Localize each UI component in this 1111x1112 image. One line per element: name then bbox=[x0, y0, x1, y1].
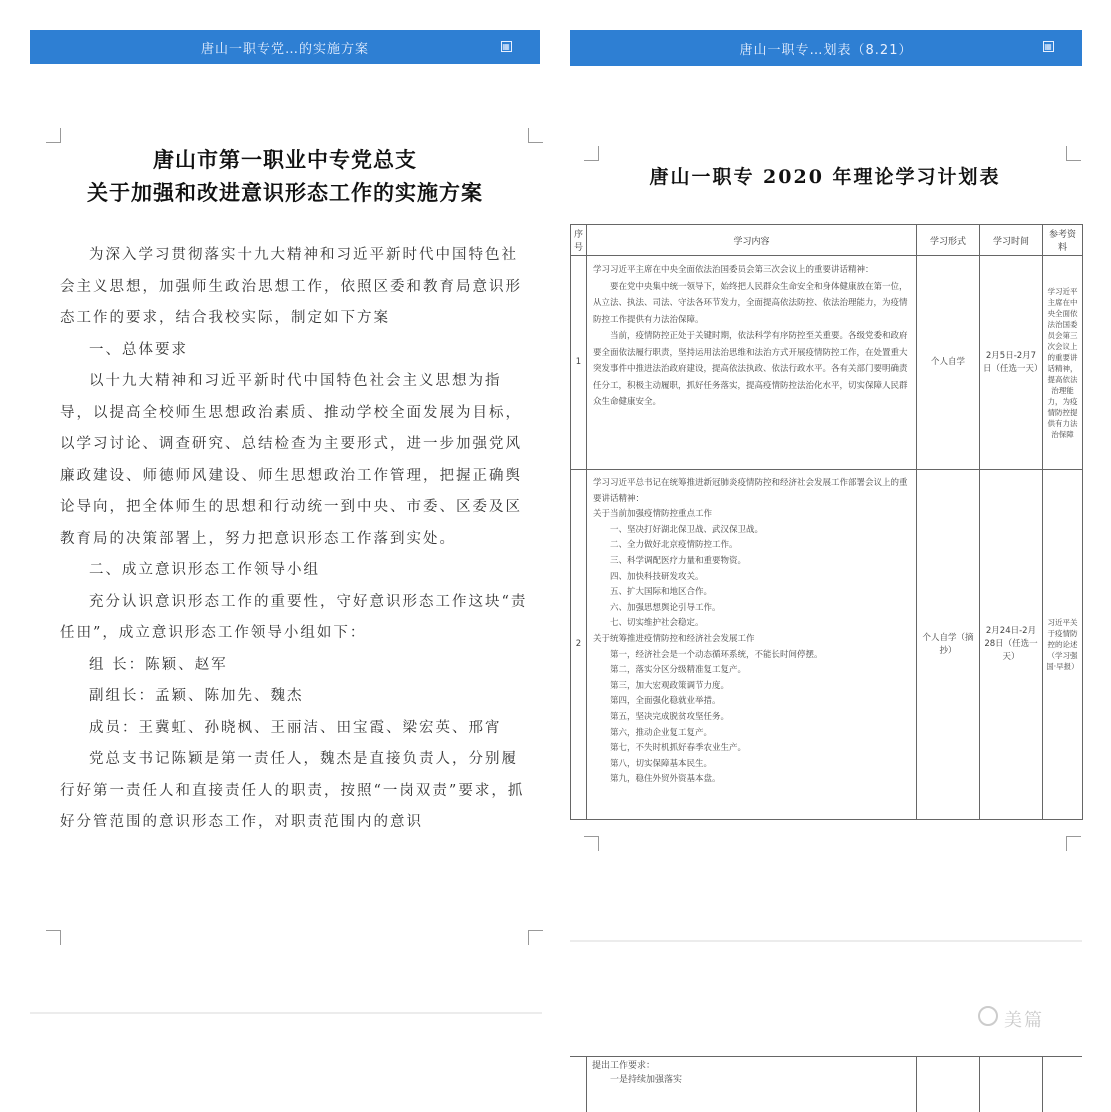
meipian-logo-icon bbox=[978, 1006, 998, 1026]
paragraph: 充分认识意识形态工作的重要性，守好意识形态工作这块“责任田”，成立意识形态工作领导小组如下： bbox=[60, 593, 528, 641]
content-line: 第六，推动企业复工复产。 bbox=[610, 727, 713, 738]
plan-title: 唐山一职专 2020 年理论学习计划表 bbox=[649, 166, 1001, 188]
header-cell: 学习形式 bbox=[917, 225, 980, 256]
paragraph: 党总支书记陈颖是第一责任人，魏杰是直接负责人，分别履行好第一责任人和直接责任人的职责，按照“一岗双责”要求，抓好分管范围的意识形态工作，对职责范围内的意识 bbox=[60, 751, 525, 830]
document-body bbox=[60, 240, 530, 839]
next-page-table-fragment bbox=[570, 1056, 1082, 1112]
left-document-titlebar[interactable] bbox=[30, 30, 540, 64]
content-line: 四、加快科技研发攻关。 bbox=[610, 571, 704, 582]
header-cell: 序号 bbox=[571, 225, 587, 256]
content-line: 七、切实维护社会稳定。 bbox=[610, 618, 704, 629]
page-corner-mark bbox=[528, 930, 543, 945]
left-window-title: 唐山一职专党…的实施方案 bbox=[200, 41, 369, 57]
table-column-line bbox=[979, 1057, 980, 1112]
page-corner-mark bbox=[1066, 146, 1081, 161]
page-corner-mark bbox=[584, 836, 599, 851]
paragraph: 以十九大精神和习近平新时代中国特色社会主义思想为指导，以提高全校师生思想政治素质、推动学校全面发展为目标，以学习讨论、调查研究、总结检查为主要形式，进一步加强党风廉政建设、师德师风建设、师生思想政治工作管理，把握正确舆论导向，把全体师生的思想和行动统一到中央、市委、区委及区教育局的决策部署上，努力把意识形态工作落到实处。 bbox=[60, 373, 522, 547]
content-line: 五、扩大国际和地区合作。 bbox=[610, 587, 713, 598]
table-header-row bbox=[571, 225, 1083, 256]
content-line: 第五，坚决完成脱贫攻坚任务。 bbox=[610, 711, 730, 722]
content-line: 学习习近平主席在中央全面依法治国委员会第三次会议上的重要讲话精神： bbox=[593, 265, 874, 275]
row-reference: 学习近平主席在中央全面依法治国委员会第三次会议上的重要讲话精神，提高依法治理能力，为疫情防控提供有力法治保障 bbox=[1043, 256, 1083, 470]
grid-icon[interactable]: ▦ bbox=[1044, 42, 1053, 51]
header-cell: 学习内容 bbox=[587, 225, 917, 256]
content-line: 第四，全面强化稳就业举措。 bbox=[610, 696, 721, 707]
page-divider bbox=[30, 1012, 542, 1014]
content-line: 第九，稳住外贸外资基本盘。 bbox=[610, 774, 721, 785]
table-column-line bbox=[586, 1057, 587, 1112]
right-window-title: 唐山一职专…划表（8.21） bbox=[739, 42, 913, 58]
page-corner-mark bbox=[528, 128, 543, 143]
header-cell: 学习时间 bbox=[980, 225, 1043, 256]
content-line: 三、科学调配医疗力量和重要物资。 bbox=[610, 555, 747, 566]
row-time: 2月5日-2月7日（任选一天） bbox=[980, 256, 1043, 470]
content-line: 学习习近平总书记在统筹推进新冠肺炎疫情防控和经济社会发展工作部署会议上的重要讲话精神： bbox=[593, 478, 908, 504]
row-number: 2 bbox=[571, 470, 587, 820]
footer-text bbox=[592, 1059, 682, 1087]
document-title-line1: 唐山市第一职业中专党总支 bbox=[153, 147, 417, 172]
content-line: 第二，落实分区分级精准复工复产。 bbox=[610, 665, 747, 676]
content-line: 当前，疫情防控正处于关键时期，依法科学有序防控至关重要。各级党委和政府要全面依法履行职责，坚持运用法治思维和法治方式开展疫情防控工作，在处置重大突发事件中推进法治政府建设，提高依法执政、依法行政水平。各有关部门要明确责任分工，积极主动履职，抓好任务落实，提高疫情防控法治化水平，切实保障人民群众生命健康安全。 bbox=[593, 331, 908, 407]
row-content bbox=[587, 470, 917, 820]
table-column-line bbox=[916, 1057, 917, 1112]
header-cell: 参考资料 bbox=[1043, 225, 1083, 256]
study-plan-table bbox=[570, 224, 1083, 820]
watermark-text: 美篇 bbox=[1004, 1010, 1044, 1031]
content-line: 二、全力做好北京疫情防控工作。 bbox=[610, 540, 738, 551]
paragraph: 为深入学习贯彻落实十九大精神和习近平新时代中国特色社会主义思想，加强师生政治思想工作，依照区委和教育局意识形态工作的要求，结合我校实际，制定如下方案 bbox=[60, 247, 522, 326]
content-line: 第八，切实保障基本民生。 bbox=[610, 758, 713, 769]
row-form: 个人自学 bbox=[917, 256, 980, 470]
left-document-panel bbox=[0, 0, 555, 1111]
table-row bbox=[571, 256, 1083, 470]
group-members: 成员：王冀虹、孙晓枫、王丽洁、田宝霞、梁宏英、邢宵 bbox=[89, 719, 502, 736]
group-deputy-leader: 副组长：孟颖、陈加先、魏杰 bbox=[89, 688, 304, 704]
right-document-titlebar[interactable] bbox=[570, 30, 1082, 66]
grid-icon[interactable]: ▦ bbox=[502, 42, 511, 51]
row-number: 1 bbox=[571, 256, 587, 470]
content-line: 一、坚决打好湖北保卫战、武汉保卫战。 bbox=[610, 524, 764, 535]
content-line: 第一，经济社会是一个动态循环系统，不能长时间停摆。 bbox=[610, 649, 823, 660]
document-title-line2: 关于加强和改进意识形态工作的实施方案 bbox=[87, 180, 483, 205]
section-heading: 一、总体要求 bbox=[89, 341, 188, 358]
page-divider bbox=[570, 940, 1082, 942]
content-line: 要在党中央集中统一领导下，始终把人民群众生命安全和身体健康放在第一位，从立法、执法、司法、守法各环节发力，全面提高依法防控、依法治理能力，为疫情防控工作提供有力法治保障。 bbox=[593, 281, 908, 325]
footer-line: 一是持续加强落实 bbox=[610, 1075, 683, 1085]
content-line: 关于当前加强疫情防控重点工作 bbox=[593, 509, 713, 520]
footer-line: 提出工作要求： bbox=[592, 1061, 656, 1071]
content-line: 第三，加大宏观政策调节力度。 bbox=[610, 680, 730, 691]
row-content bbox=[587, 256, 917, 470]
page-corner-mark bbox=[584, 146, 599, 161]
table-row bbox=[571, 470, 1083, 820]
row-reference: 习近平关于疫情防控的论述（学习强国·早报） bbox=[1043, 470, 1083, 820]
content-line: 第七，不失时机抓好春季农业生产。 bbox=[610, 743, 747, 754]
row-time: 2月24日-2月28日（任选一天） bbox=[980, 470, 1043, 820]
group-leader: 组 长：陈颖、赵军 bbox=[89, 656, 228, 673]
content-line: 关于统筹推进疫情防控和经济社会发展工作 bbox=[593, 633, 755, 644]
section-heading: 二、成立意识形态工作领导小组 bbox=[89, 562, 320, 578]
page-corner-mark bbox=[1066, 836, 1081, 851]
page-corner-mark bbox=[46, 128, 61, 143]
row-form: 个人自学（摘抄） bbox=[917, 470, 980, 820]
table-column-line bbox=[1042, 1057, 1043, 1112]
content-line: 六、加强思想舆论引导工作。 bbox=[610, 602, 721, 613]
page-corner-mark bbox=[46, 930, 61, 945]
